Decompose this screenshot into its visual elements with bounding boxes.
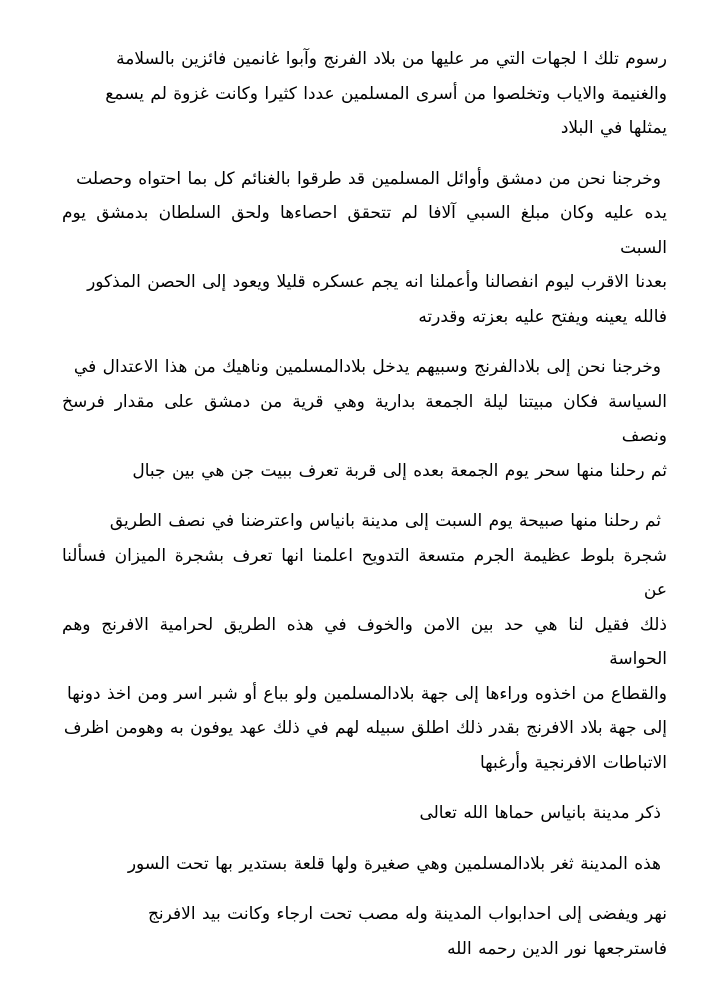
text-line: يده عليه وكان مبلغ السبي آلافا لم تتحقق احصاءها ولحق السلطان بدمشق يوم السبت <box>62 203 667 258</box>
text-line: والغنيمة والاياب وتخلصوا من أسرى المسلمين عددا كثيرا وكانت غزوة لم يسمع <box>105 83 667 104</box>
text-line: فاسترجعها نور الدين رحمه الله <box>447 938 667 959</box>
text-line: ذلك فقيل لنا هي حد بين الامن والخوف في هذه الطريق لحرامية الافرنج وهم الحواسة <box>62 614 667 669</box>
text-line: وخرجنا نحن من دمشق وأوائل المسلمين قد طرقوا بالغنائم كل بما احتواه وحصلت <box>76 168 661 189</box>
text-line: السياسة فكان مبيتنا ليلة الجمعة بدارية وهي قرية من دمشق على مقدار فرسخ ونصف <box>62 391 667 446</box>
text-line: الاتباطات الافرنجية وأرغبها <box>479 752 667 773</box>
text-line: شجرة بلوط عظيمة الجرم متسعة التدويح اعلمنا انها تعرف بشجرة الميزان فسألنا عن <box>62 545 667 600</box>
paragraph-4 <box>62 504 667 780</box>
paragraph-6 <box>62 897 667 966</box>
text-line: نهر ويفضى إلى احدابواب المدينة وله مصب تحت ارجاء وكانت بيد الافرنج <box>147 904 667 924</box>
text-line: يمثلها في البلاد <box>560 118 667 138</box>
text-line: إلى جهة بلاد الافرنج بقدر ذلك اطلق سبيله لهم في ذلك عهد يوفون به وهومن اظرف <box>63 718 667 738</box>
text-line: هذه المدينة ثغر بلادالمسلمين وهي صغيرة ولها قلعة بستدير بها تحت السور <box>127 853 661 874</box>
text-line: والقطاع من اخذوه وراءها إلى جهة بلادالمسلمين ولو بباع أو شبر اسر ومن اخذ دونها <box>67 683 667 704</box>
text-line: ثم رحلنا منها صبيحة يوم السبت إلى مدينة بانياس واعترضنا في نصف الطريق <box>109 511 661 531</box>
paragraph-3 <box>62 350 667 488</box>
text-line: رسوم تلك ا لجهات التي مر عليها من بلاد الفرنج وآبوا غانمين فائزين بالسلامة <box>116 49 667 69</box>
text-line: بعدنا الاقرب ليوم انفصالنا وأعملنا انه يجم عسكره قليلا ويعود إلى الحصن المذكور <box>87 272 667 292</box>
text-line: ثم رحلنا منها سحر يوم الجمعة بعده إلى قربة تعرف ببيت جن هي بين جبال <box>132 460 667 481</box>
section-heading <box>62 796 667 831</box>
text-line: وخرجنا نحن إلى بلادالفرنج وسبيهم يدخل بلادالمسلمين وناهيك من هذا الاعتدال في <box>73 357 661 377</box>
paragraph-1 <box>62 42 667 146</box>
text-line: فالله يعينه ويفتح عليه بعزته وقدرته <box>418 306 667 327</box>
document-page <box>62 42 667 966</box>
paragraph-2 <box>62 162 667 335</box>
paragraph-5 <box>62 847 667 882</box>
text-line: ذكر مدينة بانياس حماها الله تعالى <box>419 803 661 823</box>
